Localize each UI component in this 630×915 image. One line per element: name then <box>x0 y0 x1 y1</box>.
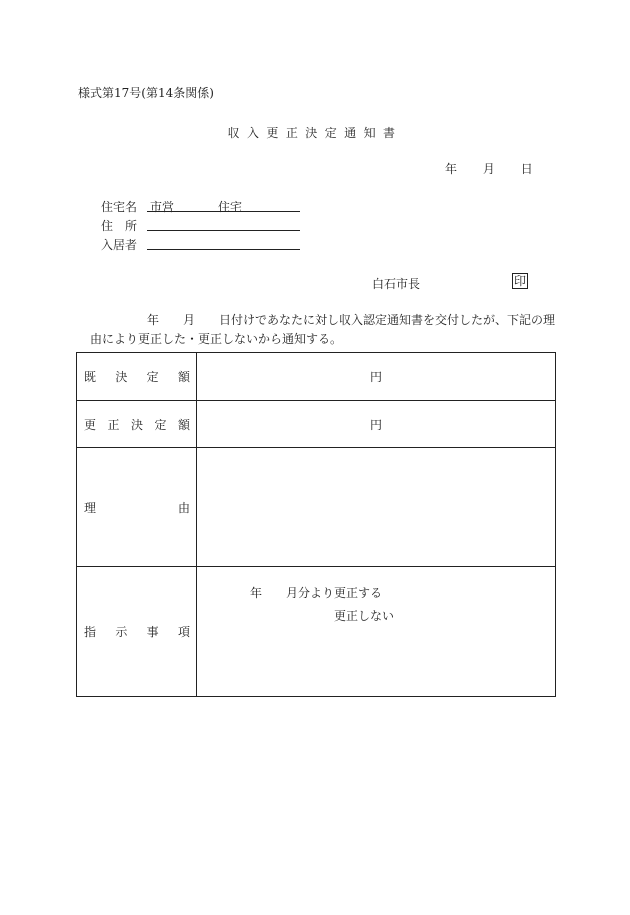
seal-mark: 印 <box>514 274 527 288</box>
prior-amount-value[interactable]: 円 <box>197 353 556 401</box>
table-row-corrected-amount <box>77 401 556 448</box>
date-year: 年 <box>445 162 458 176</box>
form-number: 様式第17号(第14条関係) <box>78 86 214 100</box>
instruction-year: 年 <box>250 586 263 600</box>
table-row-prior-amount <box>77 353 556 401</box>
address-label: 住 所 <box>101 219 138 233</box>
date-day: 日 <box>520 162 533 176</box>
reason-value[interactable] <box>197 448 556 567</box>
instruction-month-from: 月分より更正する <box>286 586 383 600</box>
instruction-not-corrected: 更正しない <box>334 609 395 623</box>
housing-name-line[interactable] <box>147 211 300 212</box>
instructions-value[interactable] <box>197 567 556 697</box>
body-year: 年 <box>147 313 160 327</box>
resident-line[interactable] <box>147 249 300 250</box>
table-row-instructions <box>77 567 556 697</box>
body-line-1: 日付けであなたに対し収入認定通知書を交付したが、下記の理 <box>219 313 556 327</box>
date-month: 月 <box>482 162 495 176</box>
housing-prefix: 市営 <box>150 200 175 214</box>
body-line-2: 由により更正した・更正しないから通知する。 <box>90 332 343 346</box>
resident-label: 入居者 <box>101 238 138 252</box>
document-title: 収入更正決定通知書 <box>227 126 403 140</box>
decision-table <box>76 352 556 697</box>
issuer-name: 白石市長 <box>372 277 421 291</box>
housing-suffix: 住宅 <box>218 200 243 214</box>
table-row-reason <box>77 448 556 567</box>
body-month: 月 <box>183 313 196 327</box>
prior-amount-label: 既 決 定 額 <box>77 353 197 401</box>
reason-label: 理 由 <box>77 448 197 567</box>
corrected-amount-label: 更 正 決 定 額 <box>77 401 197 448</box>
date-line <box>445 160 533 177</box>
corrected-amount-value[interactable]: 円 <box>197 401 556 448</box>
instructions-label: 指 示 事 項 <box>77 567 197 697</box>
housing-name-label: 住宅名 <box>101 200 138 214</box>
address-line[interactable] <box>147 230 300 231</box>
